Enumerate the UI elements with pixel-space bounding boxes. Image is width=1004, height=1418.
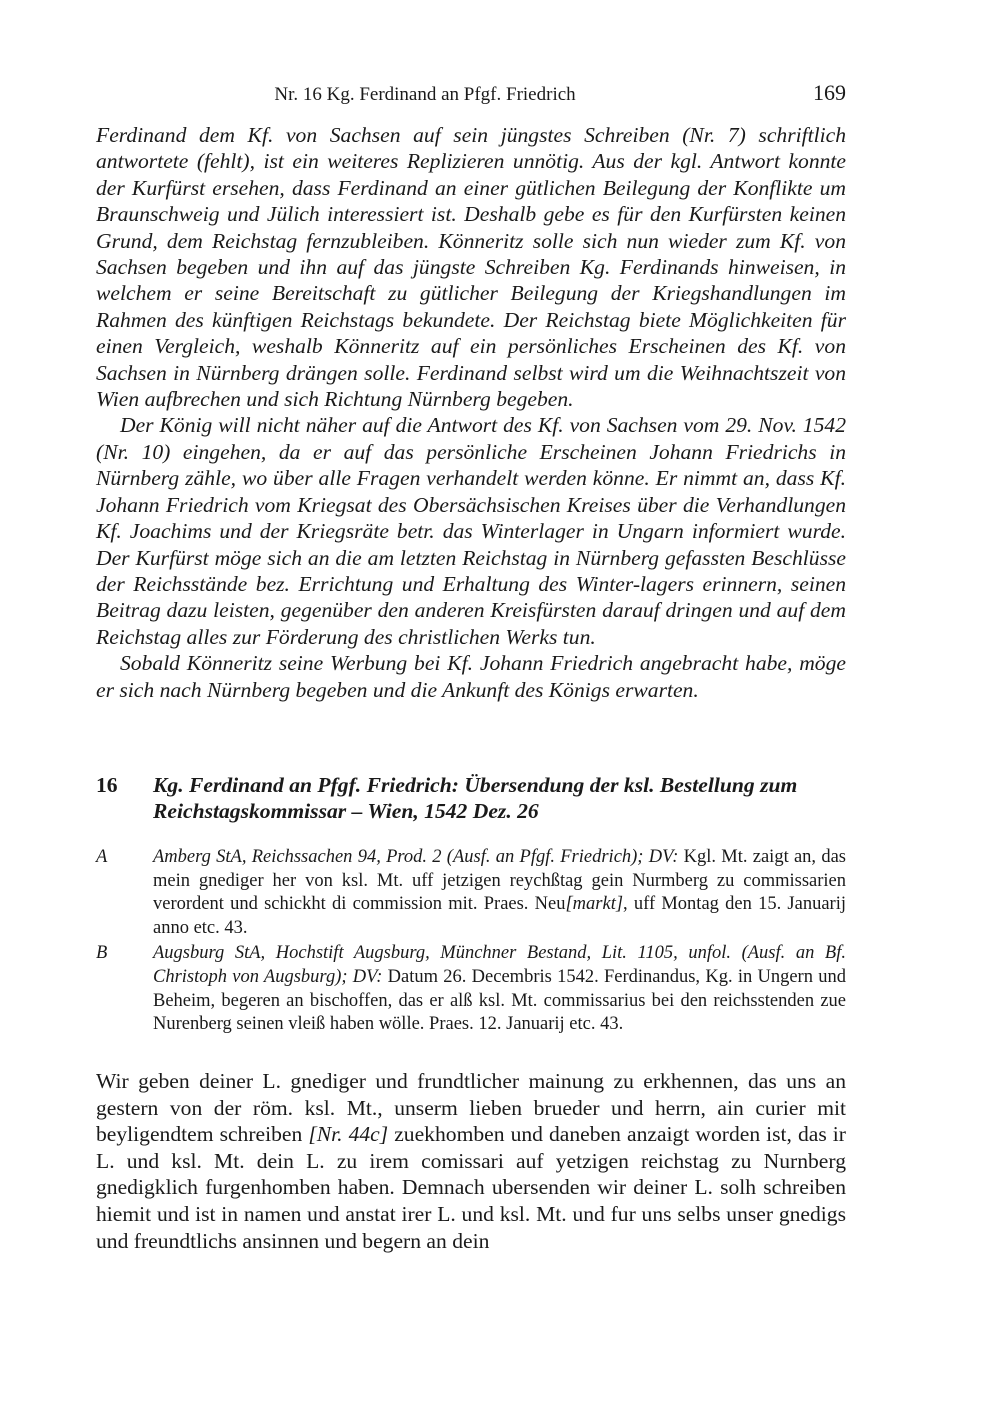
summary-paragraph: Ferdinand dem Kf. von Sachsen auf sein jüngstes Schreiben (Nr. 7) schriftlich antwortete (fehlt), ist ein weiteres Replizieren unnötig. Aus der kgl. Antwort konnte der Kurfürst ersehen, dass Ferdinand an einer gütlichen Beilegung der Konflikte um Braunschweig und Jülich interessiert ist. Deshalb gebe es für den Kurfürsten keinen Grund, dem Reichstag fernzubleiben. Könneritz solle sich nun wieder zum Kf. von Sachsen begeben und ihn auf das jüngste Schreiben Kg. Ferdinands hinweisen, in welchem er seine Bereitschaft zu gütlicher Beilegung der Kriegshandlungen im Rahmen des künftigen Reichstags bekundete. Der Reichstag biete Möglichkeiten für einen Vergleich, weshalb Könneritz auf ein persönliches Erscheinen des Kf. von Sachsen in Nürnberg drängen solle. Ferdinand selbst wird um die Weihnachtszeit von Wien aufbrechen und sich Richtung Nürnberg begeben. [96,123,846,412]
edition-text [96,1068,846,1254]
source-list [96,846,846,1039]
summary-paragraph: Sobald Könneritz seine Werbung bei Kf. Johann Friedrich angebracht habe, möge er sich nach Nürnberg begeben und die Ankunft des Königs erwarten. [96,651,846,702]
summary-paragraph: Der König will nicht näher auf die Antwort des Kf. von Sachsen vom 29. Nov. 1542 (Nr. 10) eingehen, da er auf das persönliche Erscheinen Johann Friedrichs in Nürnberg zähle, wo über alle Fragen verhandelt werden könne. Er nimmt an, dass Kf. Johann Friedrich vom Kriegsat des Obersächsischen Kreises über die Verhandlungen Kf. Joachims und der Kriegsräte betr. das Winterlager in Ungarn informiert wurde. Der Kurfürst möge sich an die am letzten Reichstag in Nürnberg gefassten Beschlüsse der Reichsstände bez. Errichtung und Erhaltung des Winter-lagers erinnern, seinen Beitrag dazu leisten, gegenüber den anderen Kreisfürsten darauf dringen und auf dem Reichstag alles zur Förderung des christlichen Werks tun. [96,413,846,649]
source-archive: Amberg StA, Reichssachen 94, Prod. 2 (Ausf. an Pfgf. Friedrich); DV: [153,847,679,867]
document-number: 16 [96,773,118,797]
source-description [153,846,846,940]
source-siglum: B [96,943,108,964]
running-header: Nr. 16 Kg. Ferdinand an Pfgf. Friedrich [274,84,576,105]
source-editorial-insert: [markt] [565,894,624,915]
cross-reference: [Nr. 44c] [308,1122,389,1147]
source-entry [96,846,846,940]
source-dorsal-note: Datum 26. Decembris 1542. Ferdinandus, Kg. in Ungern und Beheim, begeren an bischoffen, das er alß ksl. Mt. commissarius bei den reichsstenden zue Nurenberg seinen vleiß haben wölle. Praes. 12. Januarij etc. 43. [153,966,846,1035]
page-number: 169 [813,80,846,105]
source-dorsal-note: Kgl. Mt. zaigt an, das mein gnediger her von ksl. Mt. uff jetzigen reychßtag gein Nurmberg zu commissarien verordent und schickht di commission mit. Praes. Neu [153,847,846,915]
edition-text-part: Wir geben deiner L. gnediger und frundtlicher mainung zu erkhennen, das uns an gestern von der röm. ksl. Mt., unserm lieben brueder und herrn, ain curier mit beyligendtem schreiben [96,1069,846,1147]
summary-block [96,122,846,703]
edition-text-part: zuekhomben und daneben anzaigt worden ist, das ir L. und ksl. Mt. dein L. zu irem comissari auf yetzigen reichstag zu Nurnberg gnedigklich furgenhomben haben. Demnach ubersenden wir deiner L. solh schreiben hiemit und ist in namen und anstat irer L. und ksl. Mt. und fur uns selbs unser gnedigs und freundtlichs ansinnen und begern an dein [96,1122,846,1253]
source-archive: Augsburg StA, Hochstift Augsburg, Münchner Bestand, Lit. 1105, unfol. (Ausf. an Bf. Christoph von Augsburg); DV: [153,943,846,987]
source-entry [96,942,846,1036]
source-description [153,942,846,1036]
source-siglum: A [96,847,108,867]
document-title: Kg. Ferdinand an Pfgf. Friedrich: Übersendung der ksl. Bestellung zum Reichstagskommissar – Wien, 1542 Dez. 26 [153,773,798,823]
source-dorsal-note-end: , uff Montag den 15. Januarij anno etc. 43. [153,894,846,938]
